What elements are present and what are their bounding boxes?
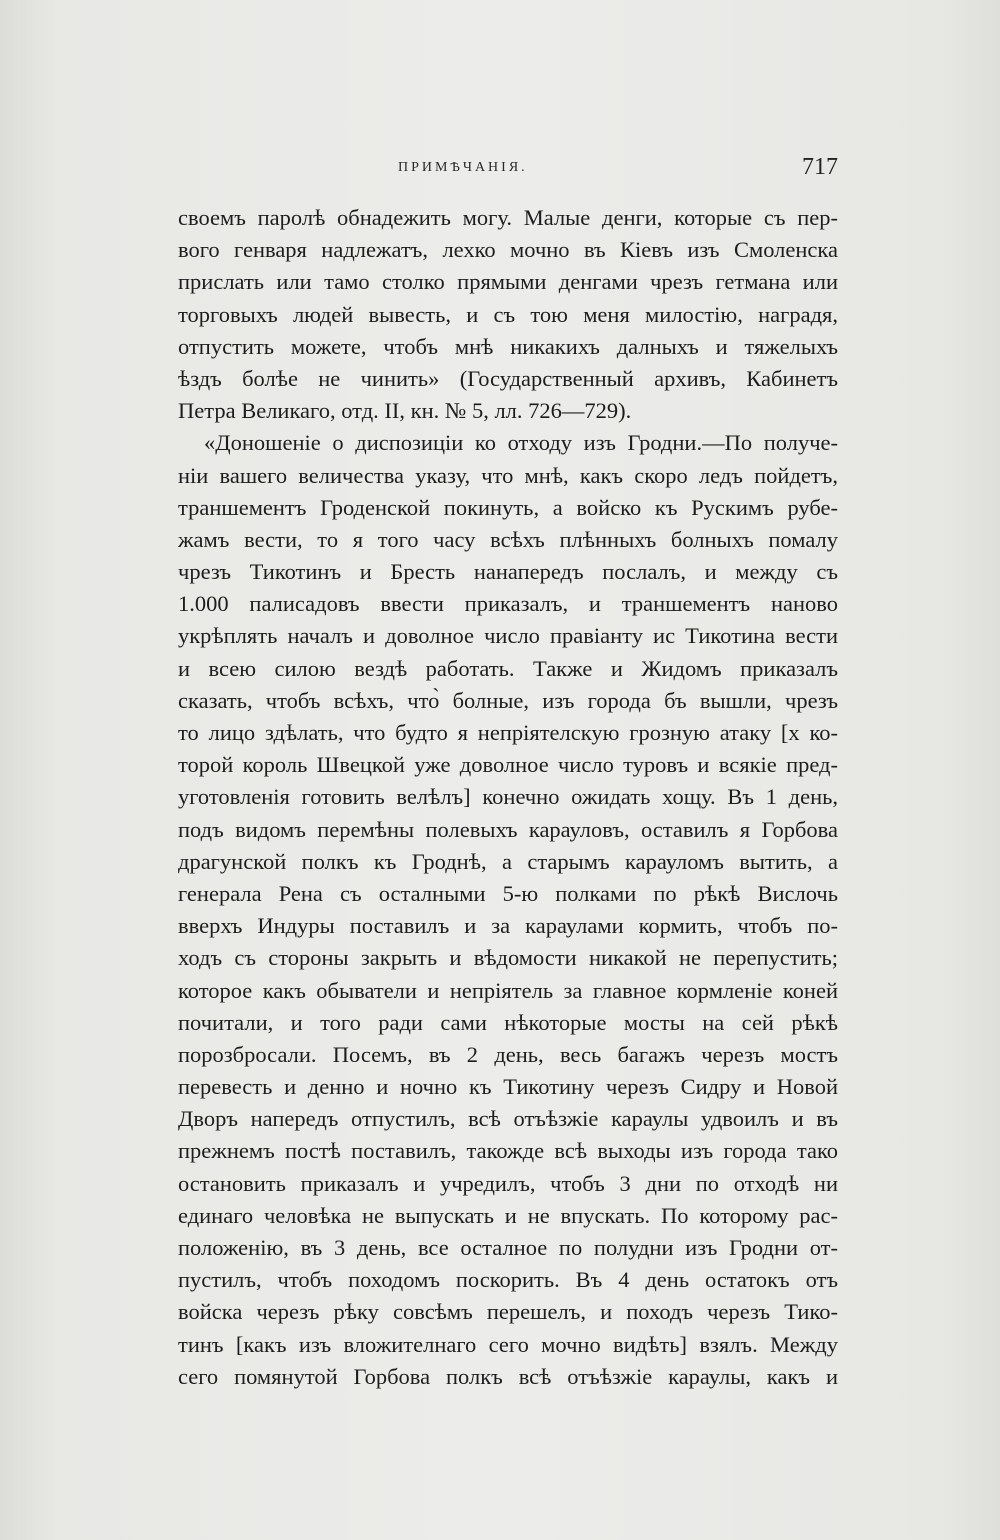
text-line: остановить приказалъ и учредилъ, чтобъ 3 дни по отходѣ ни (178, 1170, 838, 1196)
text-line: единаго человѣка не выпускать и не впускать. По которому рас- (178, 1202, 838, 1228)
text-line: почитали, и того ради сами нѣкоторые мосты на сей рѣкѣ (178, 1009, 838, 1035)
text-line: траншементъ Гроденской покинуть, а войско къ Рускимъ рубе- (178, 494, 838, 520)
text-line: которое какъ обыватели и непріятель за главное кормленіе коней (178, 977, 838, 1003)
text-line: положенію, въ 3 день, все осталное по полудни изъ Гродни от- (178, 1235, 838, 1260)
text-line: генерала Рена съ осталными 5-ю полками по рѣкѣ Вислочь (178, 880, 838, 906)
text-line: уготовленія готовить велѣлъ] конечно ожидать хощу. Въ 1 день, (178, 784, 838, 810)
text-line: отпустить можете, чтобъ мнѣ никакихъ далныхъ и тяжелыхъ (178, 333, 838, 359)
body-text (178, 202, 838, 1393)
text-line: пустилъ, чтобъ походомъ поскорить. Въ 4 день остатокъ отъ (178, 1267, 838, 1293)
text-line: ніи вашего величества указу, что мнѣ, какъ скоро ледъ пойдетъ, (178, 462, 838, 488)
text-line: перевесть и денно и ночно къ Тикотину черезъ Сидру и Новой (178, 1074, 838, 1100)
text-line: сего помянутой Горбова полкъ всѣ отъѣзжіе караулы, какъ и (178, 1363, 838, 1389)
text-line: ѣздъ болѣе не чинить» (Государственный архивъ, Кабинетъ (178, 365, 838, 391)
text-line: Петра Великаго, отд. II, кн. № 5, лл. 726—729). (178, 398, 632, 424)
text-line: подъ видомъ перемѣны полевыхъ карауловъ, оставилъ я Горбова (178, 816, 838, 842)
text-line: прислать или тамо столко прямыми денгами чрезъ гетмана или (178, 269, 838, 295)
paragraph-start-line: «Доношеніе о диспозиціи ко отходу изъ Гродни.—По получе- (204, 430, 838, 456)
text-line: торой король Швецкой уже доволное число туровъ и всякіе пред- (178, 752, 838, 778)
page-number: 717 (802, 154, 838, 180)
text-line: ходъ съ стороны закрыть и вѣдомости никакой не перепустить; (178, 945, 838, 971)
text-line: то лицо здѣлать, что будто я непріятелскую грозную атаку [х ко- (178, 720, 838, 745)
text-line: порозбросали. Посемъ, въ 2 день, весь багажъ черезъ мостъ (178, 1041, 838, 1067)
page-header (178, 154, 838, 190)
text-line: своемъ паролѣ обнадежить могу. Малые денги, которые съ пер- (178, 205, 838, 230)
text-line: вого генваря надлежатъ, лехко мочно въ Кіевъ изъ Смоленска (178, 237, 838, 263)
running-title: ПРИМѢЧАНІЯ. (398, 160, 528, 175)
text-line: и всею силою вездѣ работать. Также и Жидомъ приказалъ (178, 655, 838, 681)
text-line: 1.000 палисадовъ ввести приказалъ, и траншементъ наново (178, 591, 838, 617)
text-line: жамъ вести, то я того часу всѣхъ плѣнныхъ болныхъ помалу (178, 526, 838, 552)
text-line: торговыхъ людей вывесть, и съ тою меня милостію, наградя, (178, 301, 838, 327)
text-line: Дворъ напередъ отпустилъ, всѣ отъѣзжіе караулы удвоилъ и въ (178, 1106, 838, 1132)
text-line: тинъ [какъ изъ вложителнаго сего мочно видѣть] взялъ. Между (178, 1331, 838, 1357)
text-line: прежнемъ постѣ поставилъ, такожде всѣ выходы изъ города тако (178, 1138, 838, 1164)
text-line: вверхъ Индуры поставилъ и за караулами кормить, чтобъ по- (178, 913, 838, 939)
text-line: укрѣплять началъ и доволное число правіанту ис Тикотина вести (178, 623, 838, 649)
text-line: сказать, чтобъ всѣхъ, что̀ болные, изъ города бъ вышли, чрезъ (178, 687, 838, 713)
text-line: чрезъ Тикотинъ и Бресть нанапередъ послалъ, и между съ (178, 559, 838, 585)
text-line: драгунской полкъ къ Гроднѣ, а старымъ карауломъ вытить, а (178, 848, 838, 874)
text-line: войска черезъ рѣку совсѣмъ перешелъ, и походъ черезъ Тико- (178, 1299, 838, 1325)
